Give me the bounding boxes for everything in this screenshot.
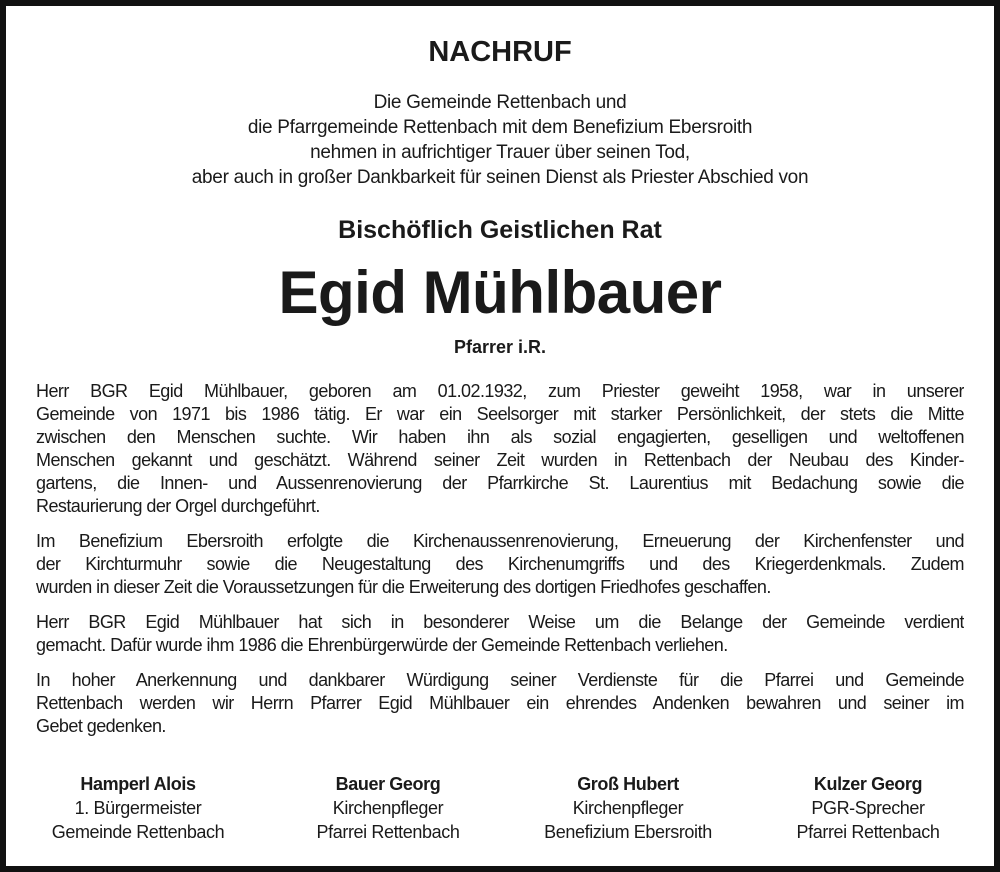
body-line: der Kirchturmuhr sowie die Neugestaltung des Kirchenumgriffs und des Kriegerdenkmals. Zudem <box>36 554 964 574</box>
signatory-name: Hamperl Alois <box>80 774 196 794</box>
signatory <box>317 772 460 844</box>
signatory-name: Bauer Georg <box>335 774 441 794</box>
signatory-position: 1. Bürgermeister <box>74 798 202 818</box>
body-paragraph <box>36 669 964 738</box>
body-line: wurden in dieser Zeit die Voraussetzungen für die Erweiterung des dortigen Friedhofes geschaffen. <box>36 577 771 597</box>
body-line: In hoher Anerkennung und dankbarer Würdigung seiner Verdienste für die Pfarrei und Gemeinde <box>36 670 964 690</box>
signatory-position: PGR-Sprecher <box>811 798 925 818</box>
body-line: Herr BGR Egid Mühlbauer, geboren am 01.02.1932, zum Priester geweiht 1958, war in unserer <box>36 381 964 401</box>
body-line: Gebet gedenken. <box>36 716 166 736</box>
signatory <box>52 772 225 844</box>
signatory-organization: Benefizium Ebersroith <box>544 822 712 842</box>
intro-line: aber auch in großer Dankbarkeit für seinen Dienst als Priester Abschied von <box>191 167 809 188</box>
body-line: gemacht. Dafür wurde ihm 1986 die Ehrenbürgerwürde der Gemeinde Rettenbach verliehen. <box>36 635 728 655</box>
body-line: Rettenbach werden wir Herrn Pfarrer Egid Mühlbauer ein ehrendes Andenken bewahren und seiner im <box>36 693 964 713</box>
body-line: Menschen gekannt und geschätzt. Während seiner Zeit wurden in Rettenbach der Neubau des Kinder- <box>36 450 964 470</box>
body-line: Im Benefizium Ebersroith erfolgte die Kirchenaussenrenovierung, Erneuerung der Kirchenfenster und <box>36 531 964 551</box>
body-paragraph <box>36 611 964 657</box>
signatory-organization: Pfarrei Rettenbach <box>316 822 460 842</box>
intro-line: die Pfarrgemeinde Rettenbach mit dem Benefizium Ebersroith <box>247 117 753 138</box>
obituary-notice <box>6 6 994 866</box>
signatory-position: Kirchenpfleger <box>572 798 684 818</box>
body-line: gartens, die Innen- und Aussenrenovierung der Pfarrkirche St. Laurentius mit Bedachung sowie die <box>36 473 964 493</box>
notice-title: NACHRUF <box>428 36 572 68</box>
intro-text <box>6 90 994 190</box>
body-line: Herr BGR Egid Mühlbauer hat sich in besonderer Weise um die Belange der Gemeinde verdient <box>36 612 964 632</box>
body-paragraph <box>36 530 964 599</box>
intro-line: Die Gemeinde Rettenbach und <box>373 92 627 113</box>
deceased-role: Pfarrer i.R. <box>453 337 547 357</box>
body-line: Gemeinde von 1971 bis 1986 tätig. Er war ein Seelsorger mit starker Persönlichkeit, der stets die Mitte <box>36 404 964 424</box>
signatory-name: Groß Hubert <box>577 774 679 794</box>
signatory-organization: Pfarrei Rettenbach <box>796 822 940 842</box>
intro-line: nehmen in aufrichtiger Trauer über seinen Tod, <box>310 142 690 163</box>
signatory <box>797 772 940 844</box>
signatory-name: Kulzer Georg <box>813 774 923 794</box>
signatory <box>544 772 712 844</box>
body-paragraph <box>36 380 964 518</box>
deceased-name: Egid Mühlbauer <box>278 259 722 326</box>
deceased-rank: Bischöflich Geistlichen Rat <box>338 216 662 244</box>
signatory-position: Kirchenpfleger <box>332 798 444 818</box>
signatory-organization: Gemeinde Rettenbach <box>51 822 225 842</box>
body-line: Restaurierung der Orgel durchgeführt. <box>36 496 320 516</box>
body-line: zwischen den Menschen suchte. Wir haben ihn als sozial engagierten, geselligen und weltoffenen <box>36 427 964 447</box>
obituary-body <box>36 380 964 750</box>
